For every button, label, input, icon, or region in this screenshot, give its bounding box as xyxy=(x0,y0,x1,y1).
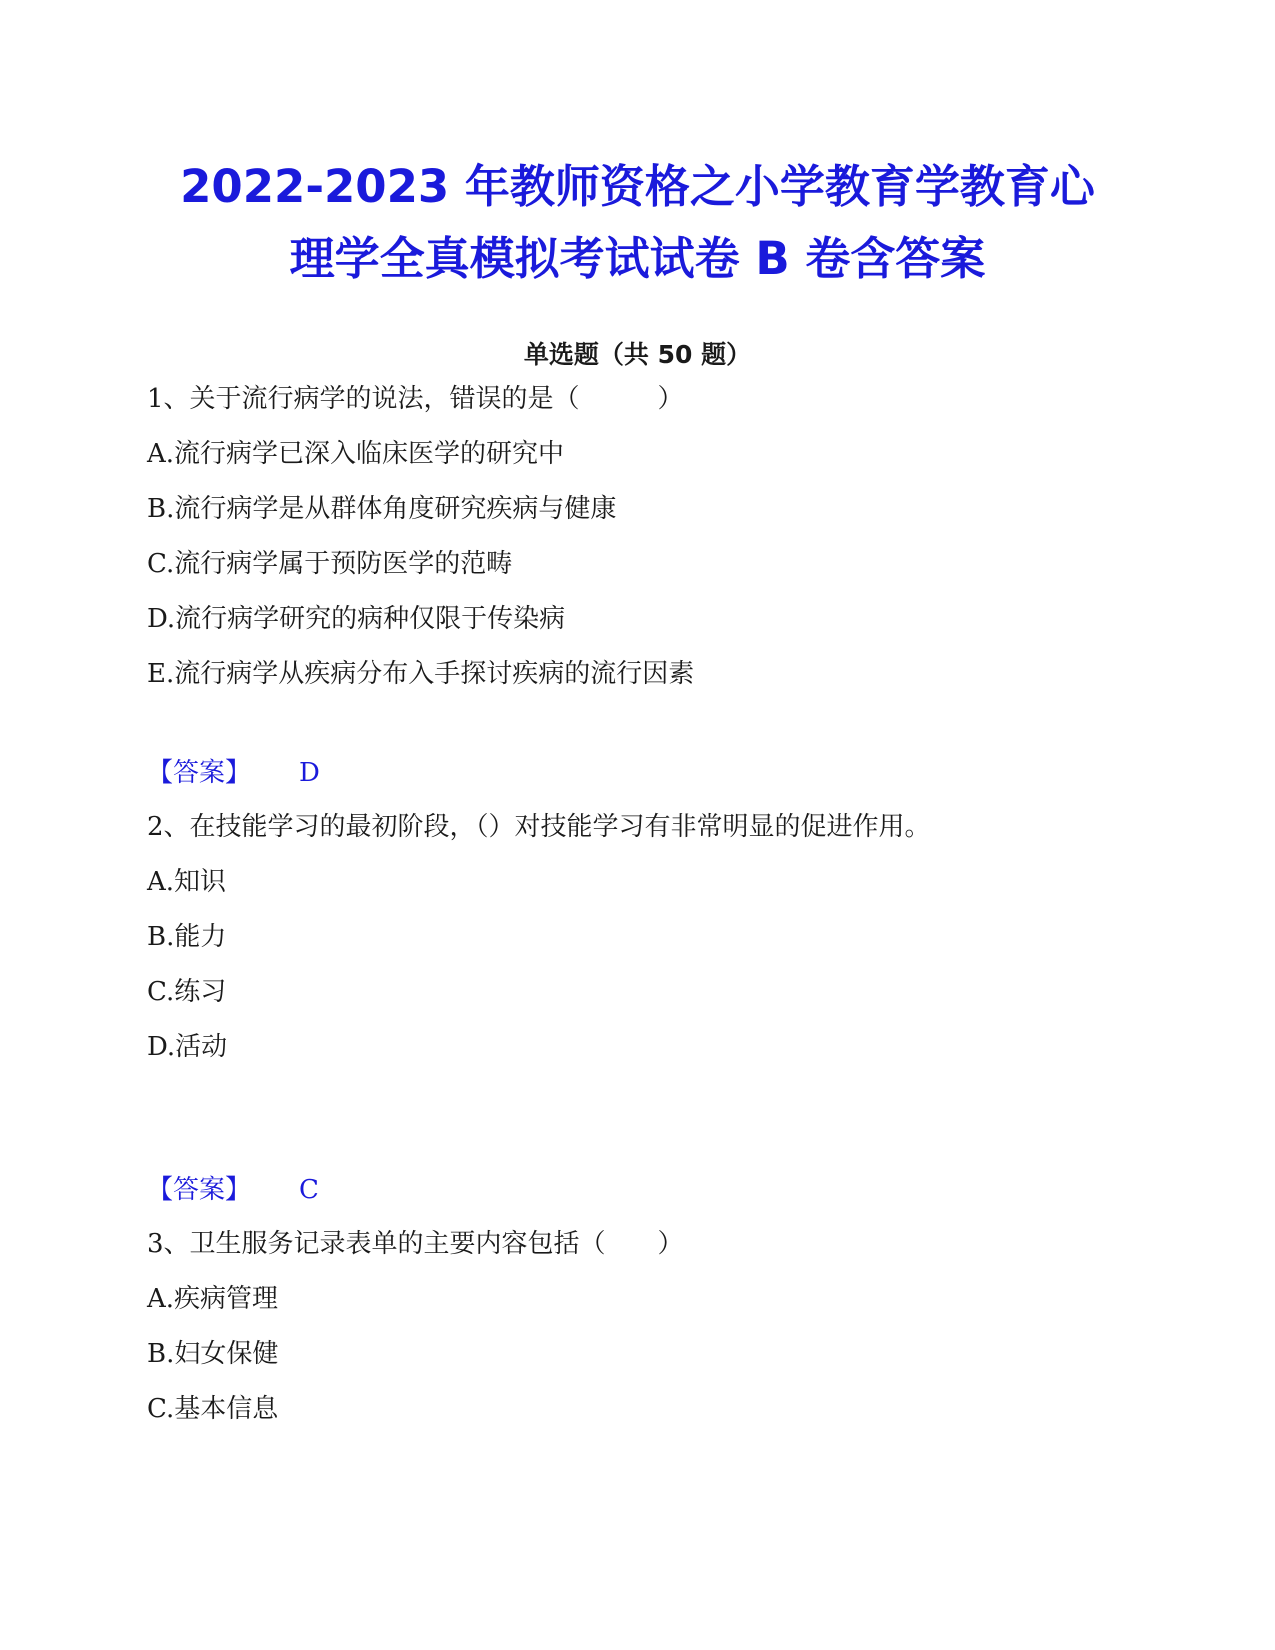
document-title-line-2: 理学全真模拟考试试卷 B 卷含答案 xyxy=(289,232,986,285)
question-3-option-b: B.妇女保健 xyxy=(147,1339,279,1369)
question-1-answer xyxy=(147,752,320,789)
question-2-option-a: A.知识 xyxy=(147,867,227,897)
question-3-option-c: C.基本信息 xyxy=(147,1394,279,1424)
question-1-stem: 1、关于流行病学的说法，错误的是（ ） xyxy=(147,384,684,414)
question-2-option-b: B.能力 xyxy=(147,922,227,952)
question-1-option-a: A.流行病学已深入临床医学的研究中 xyxy=(147,439,565,469)
question-1-option-c: C.流行病学属于预防医学的范畴 xyxy=(147,549,513,579)
question-1-option-d: D.流行病学研究的病种仅限于传染病 xyxy=(147,604,566,634)
question-2-option-c: C.练习 xyxy=(147,977,227,1007)
question-3-option-a: A.疾病管理 xyxy=(147,1284,279,1314)
answer-label: 【答案】 xyxy=(147,758,252,788)
answer-value: D xyxy=(299,758,320,788)
answer-value: C xyxy=(299,1175,319,1205)
question-2-stem: 2、在技能学习的最初阶段，（）对技能学习有非常明显的促进作用。 xyxy=(147,812,931,842)
question-2-answer xyxy=(147,1169,319,1206)
answer-label: 【答案】 xyxy=(147,1175,252,1205)
section-heading: 单选题（共 50 题） xyxy=(523,340,752,369)
question-2-option-d: D.活动 xyxy=(147,1032,228,1062)
document-title-line-1: 2022-2023 年教师资格之小学教育学教育心 xyxy=(180,160,1095,213)
question-1-option-e: E.流行病学从疾病分布入手探讨疾病的流行因素 xyxy=(147,659,695,689)
question-3-stem: 3、卫生服务记录表单的主要内容包括（ ） xyxy=(147,1229,684,1259)
question-1-option-b: B.流行病学是从群体角度研究疾病与健康 xyxy=(147,494,617,524)
